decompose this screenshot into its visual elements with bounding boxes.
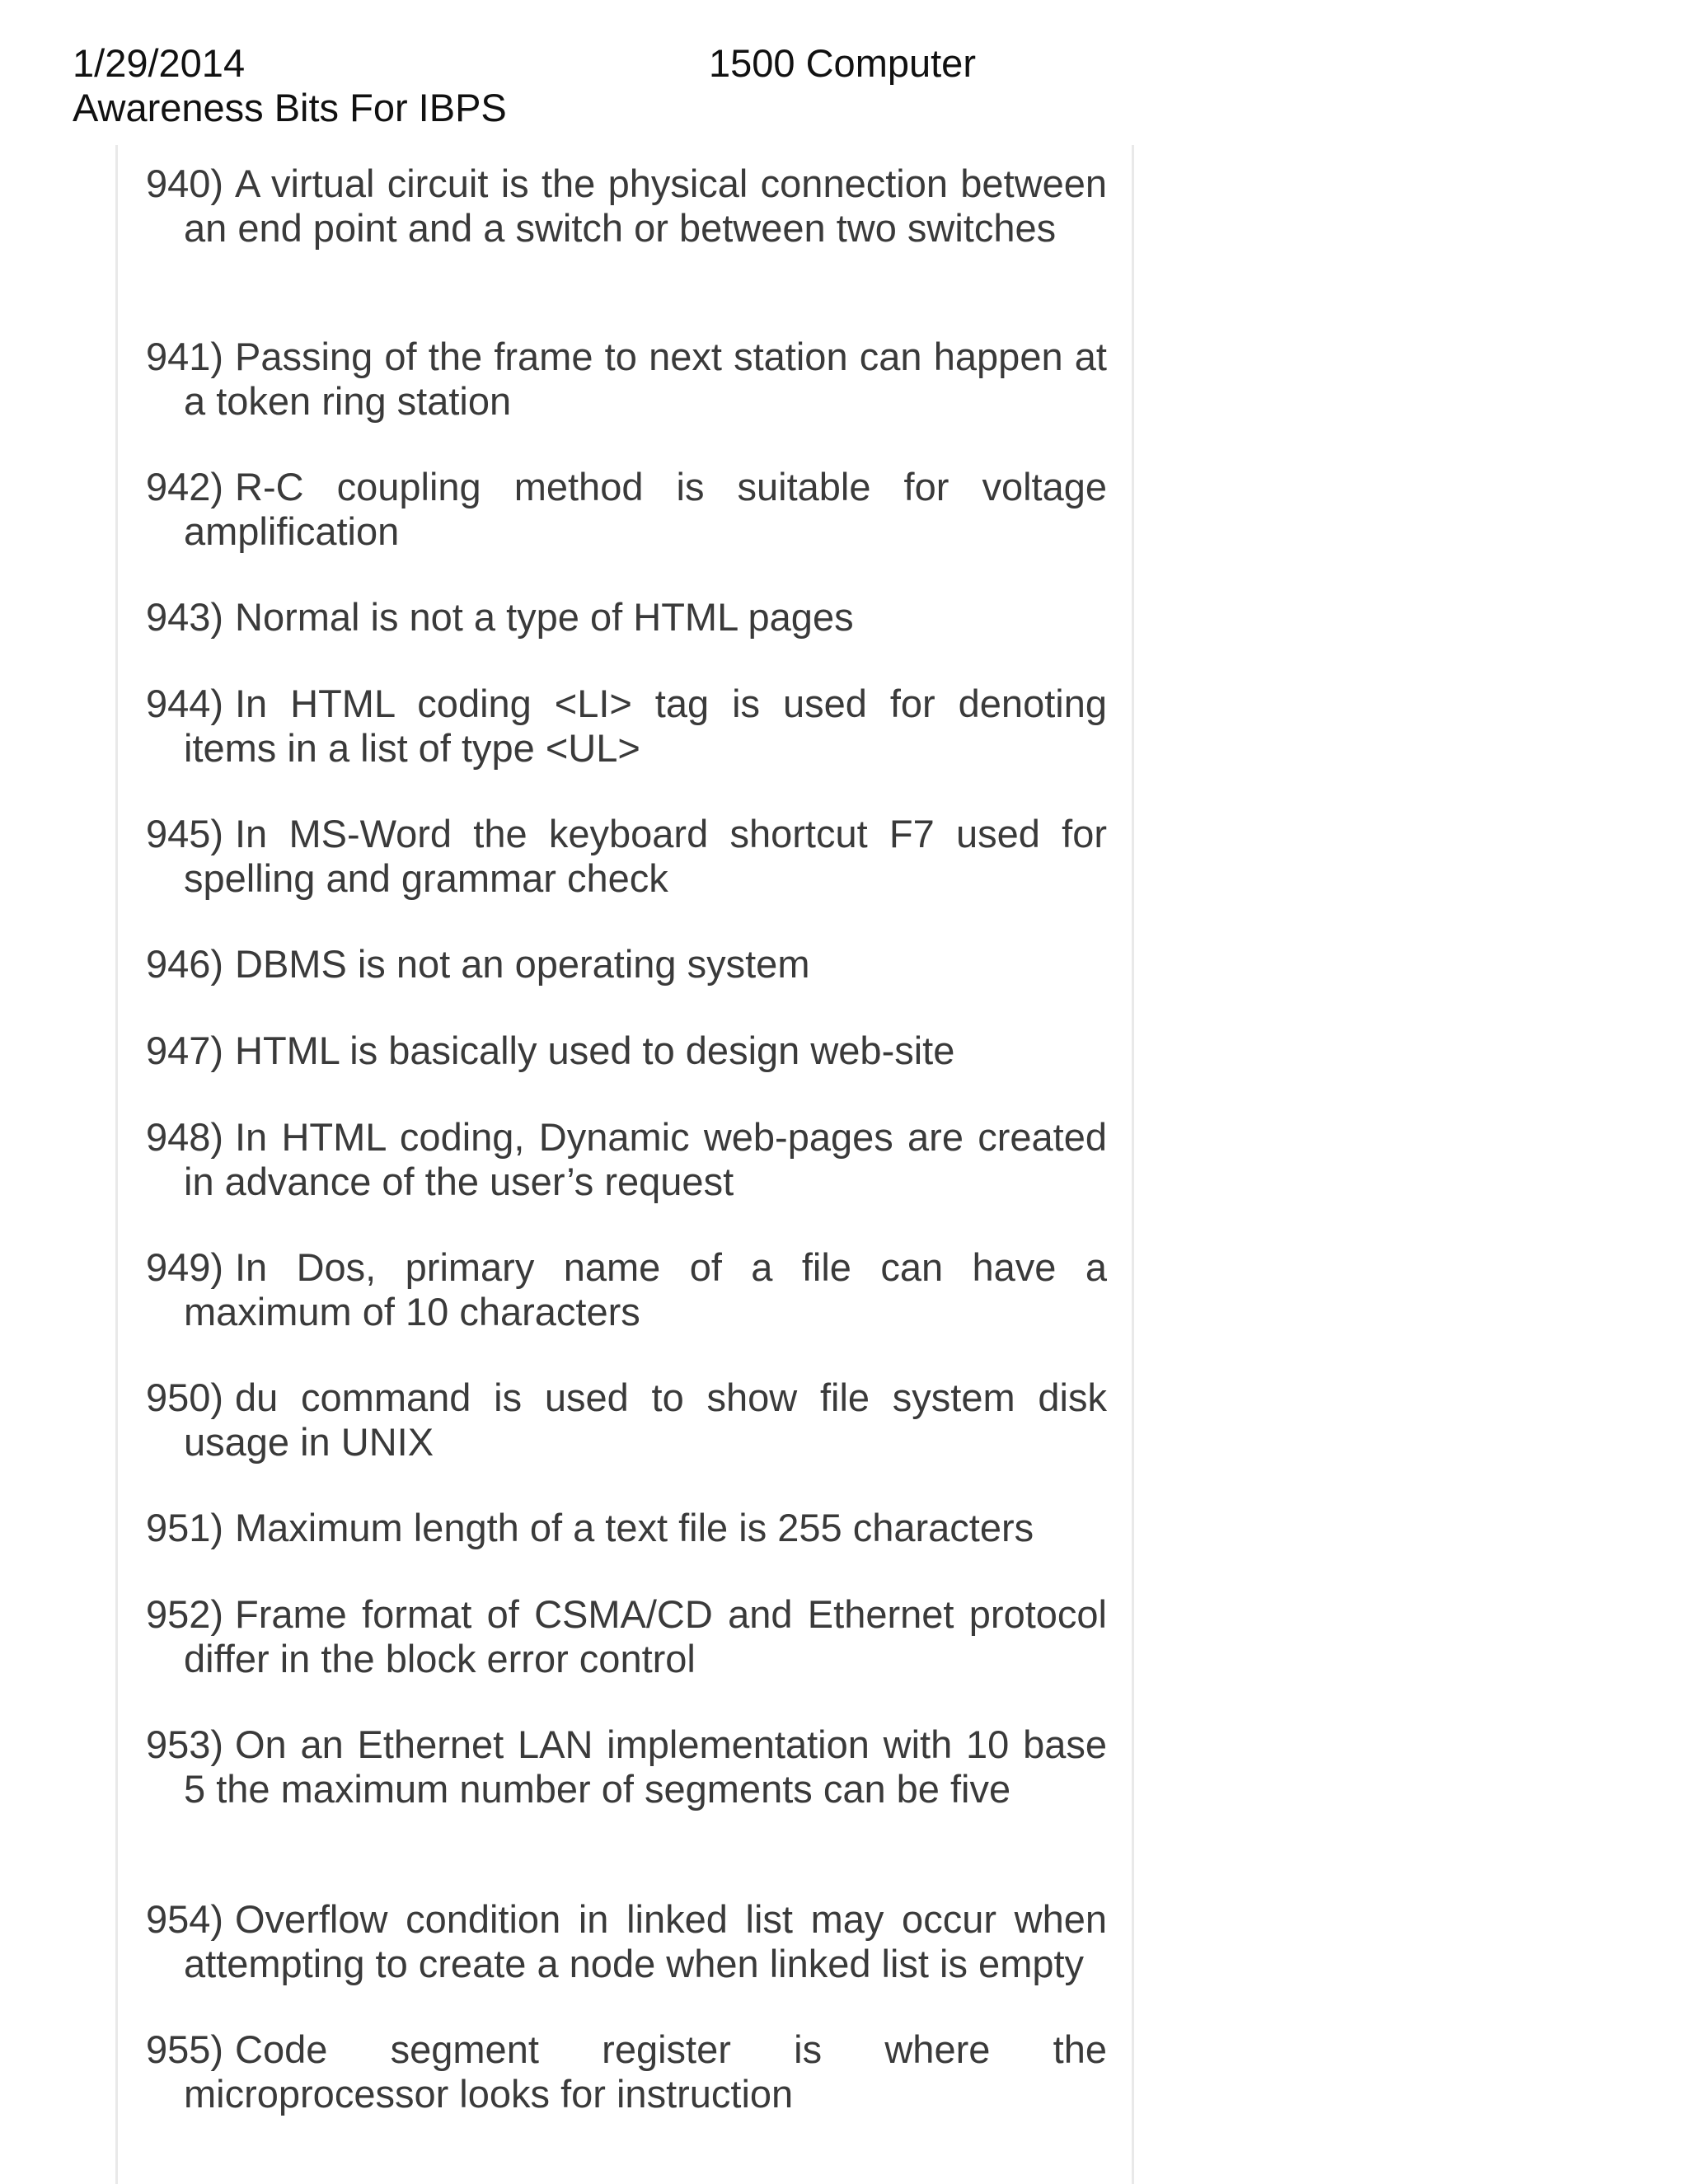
header-title: 1500 Computer <box>709 41 976 85</box>
list-item <box>146 812 1107 901</box>
list-item <box>146 942 1107 987</box>
item-number: 941) <box>146 335 224 378</box>
item-text: Code segment register is where the microprocessor looks for instruction <box>184 2027 1107 2116</box>
list-item <box>146 162 1107 251</box>
item-number: 950) <box>146 1376 224 1419</box>
list-item <box>146 2027 1107 2116</box>
item-text: Overflow condition in linked list may occur when attempting to create a node when linked list is empty <box>184 1897 1107 1985</box>
content-column <box>115 145 1134 2184</box>
item-text: In MS-Word the keyboard shortcut F7 used for spelling and grammar check <box>184 812 1107 900</box>
item-number: 943) <box>146 595 224 639</box>
item-number: 944) <box>146 682 224 725</box>
item-text: Passing of the frame to next station can happen at a token ring station <box>184 335 1107 423</box>
list-item <box>146 335 1107 424</box>
header-date: 1/29/2014 <box>73 41 246 85</box>
item-text: DBMS is not an operating system <box>235 942 810 986</box>
item-text: Maximum length of a text file is 255 characters <box>235 1506 1034 1549</box>
item-text: In HTML coding, Dynamic web-pages are created in advance of the user’s request <box>184 1115 1107 1203</box>
item-text: In HTML coding <LI> tag is used for denoting items in a list of type <UL> <box>184 682 1107 770</box>
item-number: 952) <box>146 1592 224 1636</box>
item-number: 948) <box>146 1115 224 1159</box>
list-item <box>146 1722 1107 1811</box>
item-number: 953) <box>146 1722 224 1766</box>
list-item <box>146 1506 1107 1550</box>
item-text: R-C coupling method is suitable for voltage amplification <box>184 465 1107 553</box>
list-item <box>146 1592 1107 1681</box>
list-item <box>146 1115 1107 1204</box>
item-text: Normal is not a type of HTML pages <box>235 595 854 639</box>
item-text: In Dos, primary name of a file can have a maximum of 10 characters <box>184 1245 1107 1333</box>
item-number: 954) <box>146 1897 224 1941</box>
item-text: du command is used to show file system disk usage in UNIX <box>184 1376 1107 1464</box>
list-item <box>146 1029 1107 1073</box>
list-item <box>146 1245 1107 1334</box>
item-number: 940) <box>146 162 224 205</box>
item-number: 949) <box>146 1245 224 1289</box>
item-text: On an Ethernet LAN implementation with 10 base 5 the maximum number of segments can be five <box>184 1722 1107 1811</box>
list-item <box>146 1376 1107 1465</box>
item-number: 945) <box>146 812 224 855</box>
list-item <box>146 682 1107 771</box>
item-text: A virtual circuit is the physical connection between an end point and a switch or between two switches <box>184 162 1107 250</box>
item-text: Frame format of CSMA/CD and Ethernet protocol differ in the block error control <box>184 1592 1107 1680</box>
list-item <box>146 1897 1107 1986</box>
list-item <box>146 595 1107 640</box>
list-item <box>146 465 1107 554</box>
item-number: 951) <box>146 1506 224 1549</box>
item-number: 946) <box>146 942 224 986</box>
header-subtitle: Awareness Bits For IBPS <box>73 86 507 129</box>
item-text: HTML is basically used to design web-site <box>235 1029 955 1072</box>
item-number: 955) <box>146 2027 224 2071</box>
item-number: 942) <box>146 465 224 509</box>
item-number: 947) <box>146 1029 224 1072</box>
